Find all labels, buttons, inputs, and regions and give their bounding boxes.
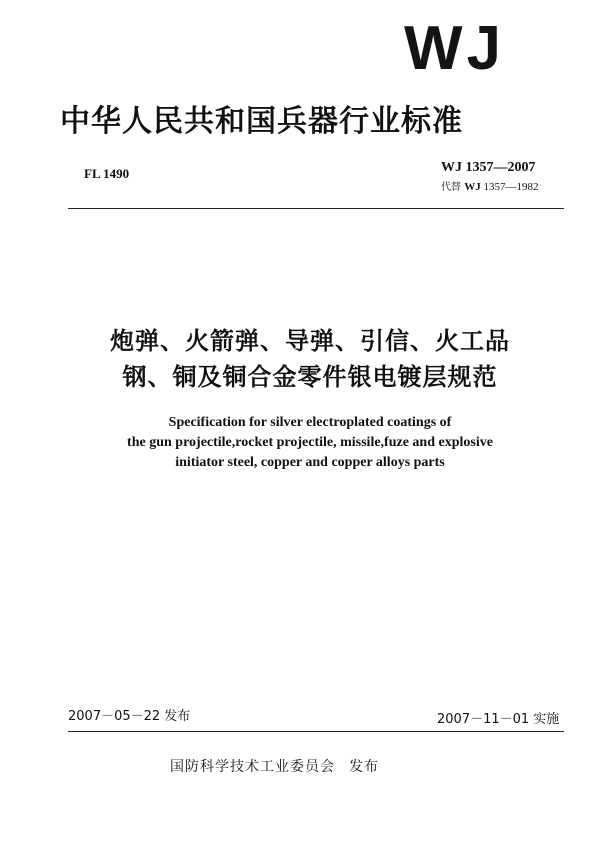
- industry-standard-title: 中华人民共和国兵器行业标准: [60, 104, 463, 139]
- replaced-code-prefix: WJ: [464, 181, 481, 193]
- replaced-code-number: 1357—1982: [483, 181, 539, 193]
- fl-classification-code: FL 1490: [84, 166, 130, 181]
- chinese-title-line-1: 炮弹、火箭弹、导弹、引信、火工品: [110, 327, 510, 355]
- footer-divider: [68, 731, 564, 732]
- issue-date: 2007－05－22 发布: [68, 709, 191, 724]
- wj-logo: WJ: [404, 14, 505, 83]
- english-title-line-1: Specification for silver electroplated coatings of: [168, 415, 452, 430]
- publisher-name: 国防科学技术工业委员会: [170, 759, 335, 775]
- replaces-label: 代替: [441, 182, 461, 193]
- english-title-line-3: initiator steel, copper and copper alloys parts: [175, 455, 445, 470]
- replaces-standard: [441, 178, 538, 193]
- implementation-date: 2007－11－01 实施: [437, 712, 560, 727]
- publisher-line: [170, 756, 379, 776]
- standard-number: WJ 1357—2007: [441, 160, 536, 175]
- chinese-title-line-2: 钢、铜及铜合金零件银电镀层规范: [122, 363, 498, 391]
- publish-action: 发布: [349, 759, 379, 775]
- header-divider: [68, 208, 564, 209]
- replaced-standard-code: [464, 181, 538, 193]
- english-title-line-2: the gun projectile,rocket projectile, missile,fuze and explosive: [127, 435, 493, 450]
